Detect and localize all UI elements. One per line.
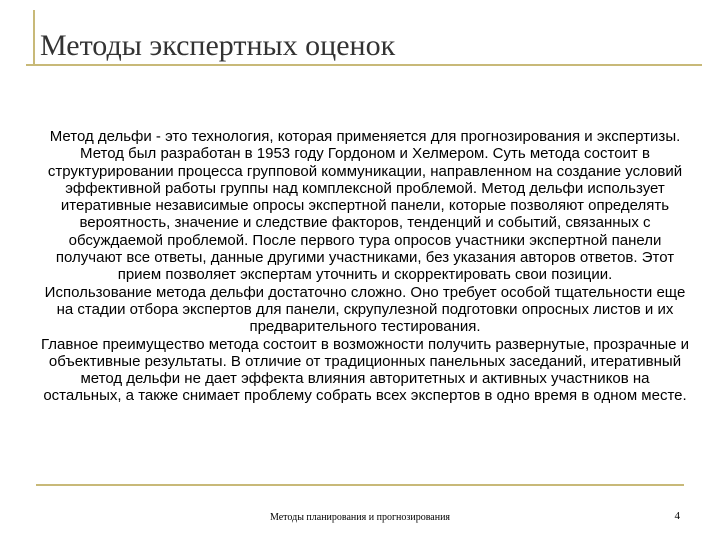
footer-title: Методы планирования и прогнозирования [269, 512, 451, 523]
paragraph-delphi-advantage: Главное преимущество метода состоит в возможности получить развернутые, прозрачные и объективные результаты. В отличие от традиционных панельных заседаний, итеративный метод дельфи не дает эффекта влияния авторитетных и активных участников на остальных, а также снимает проблему собрать всех экспертов в одно время в одном месте. [40, 335, 690, 405]
title-vertical-rule [33, 10, 35, 66]
title-underline-rule [26, 64, 702, 66]
footer-rule [36, 484, 684, 486]
paragraph-delphi-complexity: Использование метода дельфи достаточно сложно. Оно требует особой тщательности еще на стадии отбора экспертов для панели, скрупулезной подготовки опросных листов и их предварительного тестирования. [44, 283, 686, 336]
slide-title: Методы экспертных оценок [40, 29, 396, 62]
page-number: 4 [674, 510, 680, 522]
paragraph-delphi-description: Метод дельфи - это технология, которая применяется для прогнозирования и экспертизы. Метод был разработан в 1953 году Гордоном и Хелмером. Суть метода состоит в структурировании процесса групповой коммуникации, направленном на создание условий эффективной работы группы над комплексной проблемой. Метод дельфи использует итеративные независимые опросы экспертной панели, которые позволяют определять вероятность, значение и следствие факторов, тенденций и событий, связанных с обсуждаемой проблемой. После первого тура опросов участники экспертной панели получают все ответы, данные другими участниками, без указания авторов ответов. Этот прием позволяет экспертам уточнить и скорректировать свои позиции. [47, 128, 683, 284]
slide-body [40, 128, 690, 405]
